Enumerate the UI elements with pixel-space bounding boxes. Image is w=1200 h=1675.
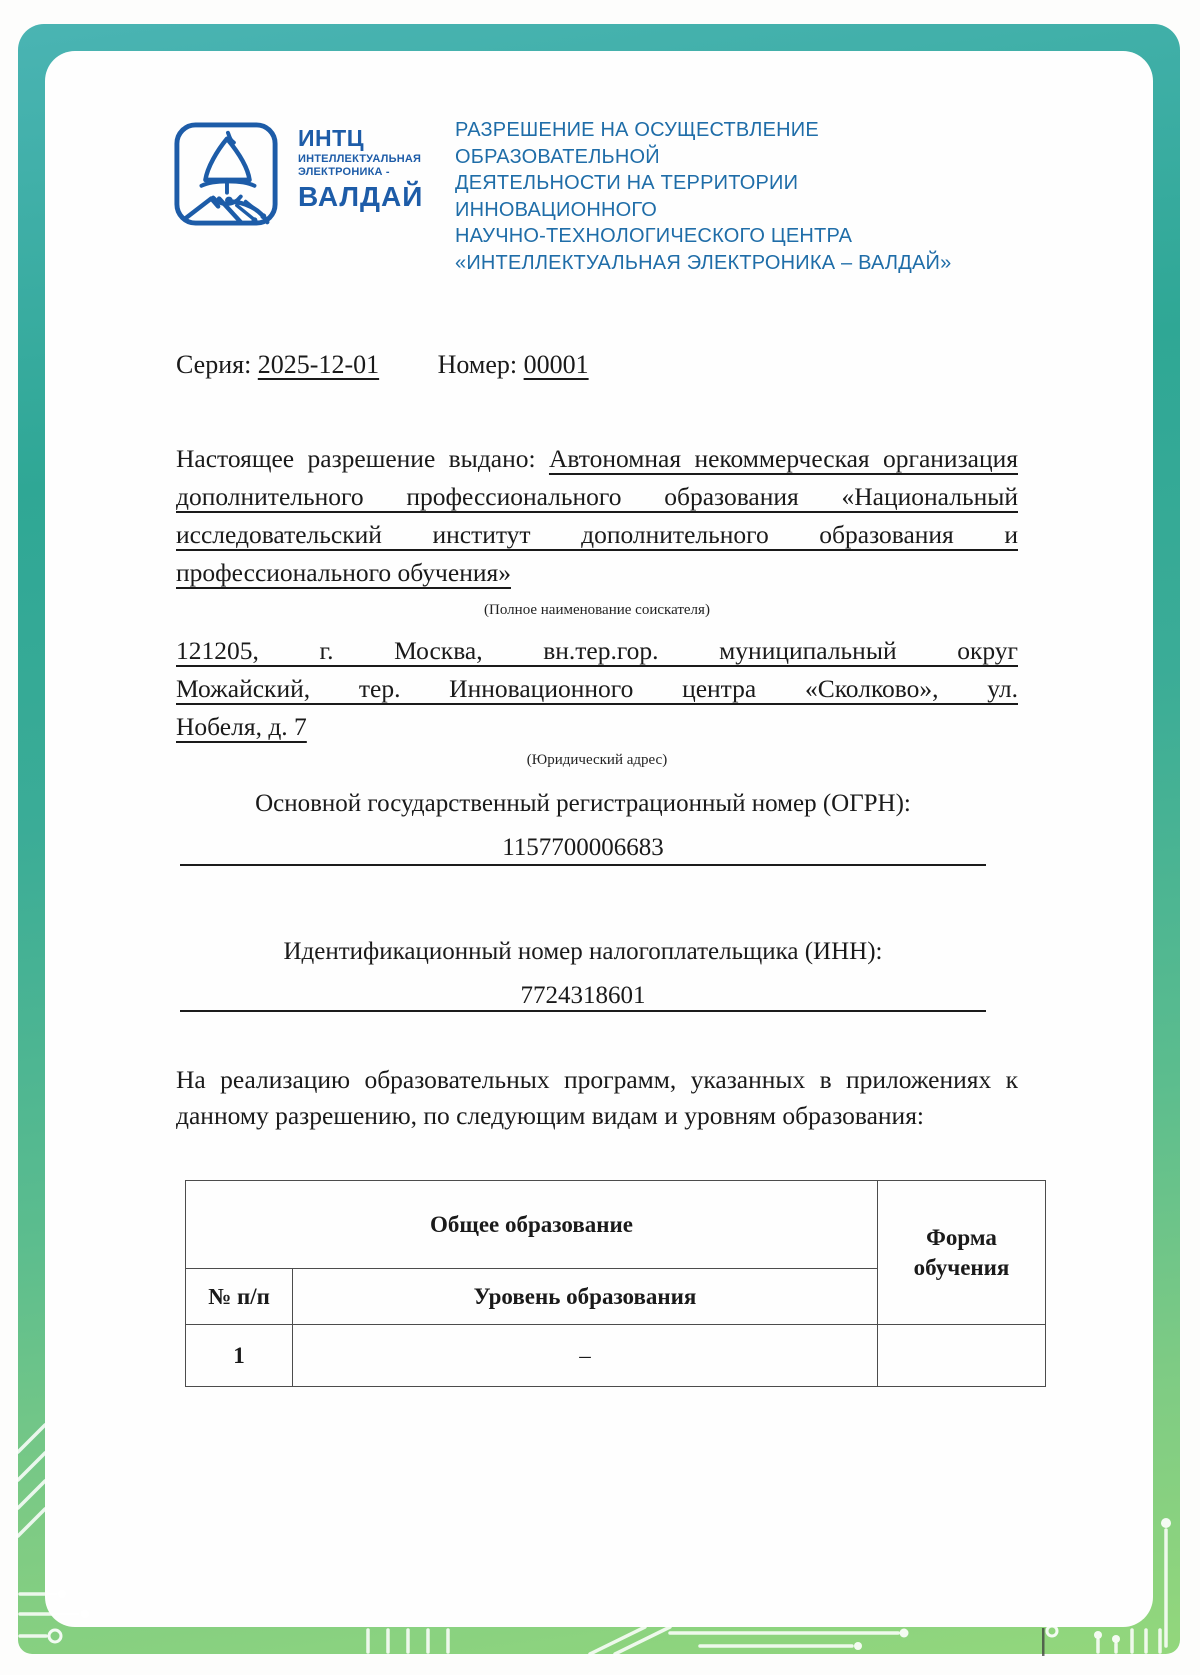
- address-line-2: Можайский, тер. Инновационного центра «Сколково», ул.: [176, 674, 1018, 703]
- table-row: [186, 1325, 1046, 1387]
- logo-subline-1: ИНТЕЛЛЕКТУАЛЬНАЯ: [298, 153, 422, 165]
- programs-line-2: данному разрешению, по следующим видам и уровням образования:: [176, 1101, 925, 1130]
- number-value: 00001: [523, 350, 589, 379]
- ogrn-underline-rule: [180, 864, 986, 866]
- inn-underline-rule: [180, 1010, 986, 1012]
- table-cell-num: 1: [186, 1325, 293, 1387]
- org-name-line-1: Автономная некоммерческая организация: [548, 444, 1018, 473]
- series-value: 2025-12-01: [257, 350, 380, 379]
- intc-valday-logo-icon: [172, 120, 280, 228]
- title-line-4: «ИНТЕЛЛЕКТУАЛЬНАЯ ЭЛЕКТРОНИКА – ВАЛДАЙ»: [455, 251, 952, 274]
- number-label: Номер:: [437, 350, 518, 379]
- title-line-1: РАЗРЕШЕНИЕ НА ОСУЩЕСТВЛЕНИЕ ОБРАЗОВАТЕЛЬНОЙ: [455, 119, 819, 168]
- issued-line-4: [176, 554, 1018, 592]
- org-name-caption: (Полное наименование соискателя): [484, 602, 710, 618]
- inn-value: 7724318601: [520, 982, 646, 1009]
- table-cell-form: [878, 1325, 1046, 1387]
- title-line-2: ДЕЯТЕЛЬНОСТИ НА ТЕРРИТОРИИ ИННОВАЦИОННОГО: [455, 172, 799, 221]
- address-line-3: Нобеля, д. 7: [176, 712, 307, 741]
- table-level-header: Уровень образования: [293, 1269, 878, 1325]
- education-levels-table: [185, 1180, 1046, 1387]
- programs-paragraph: [176, 1062, 1018, 1134]
- issued-line-3: [176, 516, 1018, 554]
- series-number-row: [176, 350, 589, 380]
- issued-line-2: [176, 478, 1018, 516]
- table-group-header: Общее образование: [186, 1181, 878, 1269]
- logo-org-name: ВАЛДАЙ: [298, 181, 424, 212]
- logo-subline-2: ЭЛЕКТРОНИКА -: [298, 166, 390, 178]
- address-line-1: 121205, г. Москва, вн.тер.гор. муниципальный округ: [176, 636, 1018, 665]
- org-name-line-3: исследовательский институт дополнительного образования и: [176, 520, 1018, 549]
- table-cell-level: –: [293, 1325, 878, 1387]
- issued-line-1: Настоящее разрешение выдано: Автономная некоммерческая организация: [176, 444, 1018, 473]
- inn-label: Идентификационный номер налогоплательщика (ИНН):: [283, 938, 883, 965]
- org-name-line-4: профессионального обучения»: [176, 558, 511, 587]
- series-label: Серия:: [176, 350, 252, 379]
- logo-org-short: ИНТЦ: [298, 125, 364, 151]
- table-form-header: Форма обучения: [878, 1181, 1046, 1325]
- title-line-3: НАУЧНО-ТЕХНОЛОГИЧЕСКОГО ЦЕНТРА: [455, 225, 853, 247]
- address-caption: (Юридический адрес): [526, 752, 668, 768]
- ogrn-value: 1157700006683: [502, 834, 664, 861]
- logo-wordmark: [298, 126, 423, 212]
- table-num-header: № п/п: [186, 1269, 293, 1325]
- org-name-line-2: дополнительного профессионального образования «Национальный: [176, 482, 1018, 511]
- programs-line-1: На реализацию образовательных программ, указанных в приложениях к: [176, 1065, 1018, 1094]
- document-title: [455, 117, 1000, 276]
- ogrn-label: Основной государственный регистрационный номер (ОГРН):: [255, 790, 911, 817]
- legal-address-paragraph: [176, 632, 1018, 746]
- issued-to-paragraph: [176, 440, 1018, 592]
